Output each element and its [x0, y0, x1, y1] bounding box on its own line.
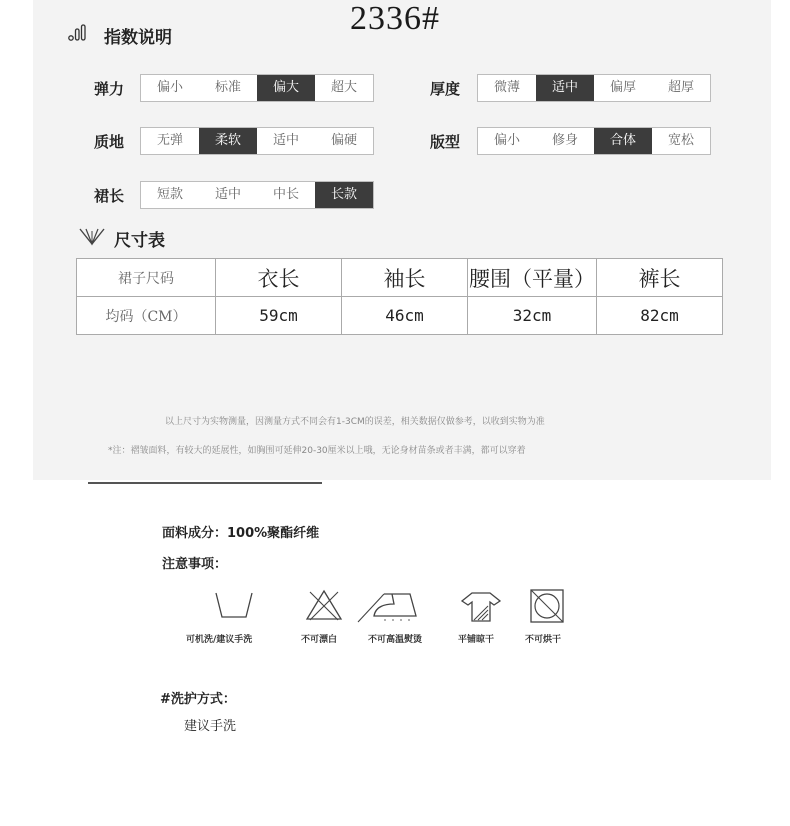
attribute-label-skirt-length: 裙长 [94, 187, 125, 205]
flat-dry-icon [460, 590, 502, 624]
attribute-option: 柔软 [199, 128, 257, 154]
measurement-note: 以上尺寸为实物测量，因测量方式不同会有1-3CM的误差，相关数据仅做参考，以收到实物为准 [165, 417, 545, 427]
attribute-option: 超大 [330, 80, 357, 95]
diamond-icon [78, 226, 106, 246]
size-header-cell: 衣长 [216, 259, 342, 297]
index-section-title: 指数说明 [104, 28, 172, 48]
attribute-option: 适中 [214, 187, 241, 202]
care-label: 不可高温熨烫 [368, 635, 423, 645]
care-label: 不可烘干 [525, 635, 562, 645]
attribute-option: 中长 [272, 187, 299, 202]
product-code: 2336# [350, 0, 440, 37]
washtub-icon [212, 590, 256, 622]
divider [88, 482, 322, 484]
size-header-cell: 裤长 [597, 259, 723, 297]
attribute-option: 合体 [594, 128, 652, 154]
attribute-label-elasticity: 弹力 [94, 80, 125, 98]
attribute-option: 无弹 [156, 133, 183, 148]
size-header-cell: 袖长 [342, 259, 468, 297]
attribute-option: 偏小 [493, 133, 520, 148]
care-label: 平铺晾干 [458, 635, 495, 645]
attribute-option: 短款 [156, 187, 183, 202]
attribute-label-thickness: 厚度 [430, 80, 461, 98]
attribute-option: 偏大 [257, 75, 315, 101]
attribute-option: 超厚 [667, 80, 694, 95]
attribute-option: 修身 [551, 133, 578, 148]
care-label: 可机洗/建议手洗 [186, 635, 253, 645]
attribute-options-elasticity [140, 74, 374, 102]
attribute-option: 偏厚 [609, 80, 636, 95]
stretch-note: *注：褶皱面料，有较大的延展性，如胸围可延伸20-30厘米以上哦，无论身材苗条或者丰满，都可以穿着 [108, 446, 526, 456]
attribute-label-fit: 版型 [430, 133, 461, 151]
size-value-cell: 32cm [468, 297, 597, 335]
bar-chart-icon [68, 24, 88, 42]
no-iron-icon [356, 588, 428, 624]
care-title: 注意事项： [162, 557, 228, 572]
attribute-option: 偏硬 [330, 133, 357, 148]
attribute-option: 标准 [214, 80, 241, 95]
no-tumble-dry-icon [529, 588, 567, 624]
size-header-cell: 裙子尺码 [77, 259, 216, 297]
wash-method-title: #洗护方式： [160, 692, 236, 707]
size-header-cell: 腰围（平量） [468, 259, 597, 297]
wash-method-value: 建议手洗 [184, 719, 237, 734]
attribute-option: 适中 [272, 133, 299, 148]
size-value-cell: 82cm [597, 297, 723, 335]
care-label: 不可漂白 [301, 635, 338, 645]
attribute-options-skirt-length [140, 181, 374, 209]
no-bleach-icon [304, 588, 344, 622]
attribute-label-texture: 质地 [94, 133, 125, 151]
attribute-options-fit [477, 127, 711, 155]
attribute-option: 宽松 [667, 133, 694, 148]
attribute-option: 微薄 [493, 80, 520, 95]
size-value-cell: 均码（CM） [77, 297, 216, 335]
table-row [77, 297, 723, 335]
attribute-options-thickness [477, 74, 711, 102]
size-section-title: 尺寸表 [114, 231, 165, 251]
attribute-options-texture [140, 127, 374, 155]
attribute-option: 偏小 [156, 80, 183, 95]
size-table-header-row [77, 259, 723, 297]
size-value-cell: 46cm [342, 297, 468, 335]
attribute-option: 长款 [315, 182, 373, 208]
size-table [76, 258, 723, 335]
size-value-cell: 59cm [216, 297, 342, 335]
fabric-composition: 面料成分：100%聚酯纤维 [162, 526, 320, 541]
attribute-option: 适中 [536, 75, 594, 101]
